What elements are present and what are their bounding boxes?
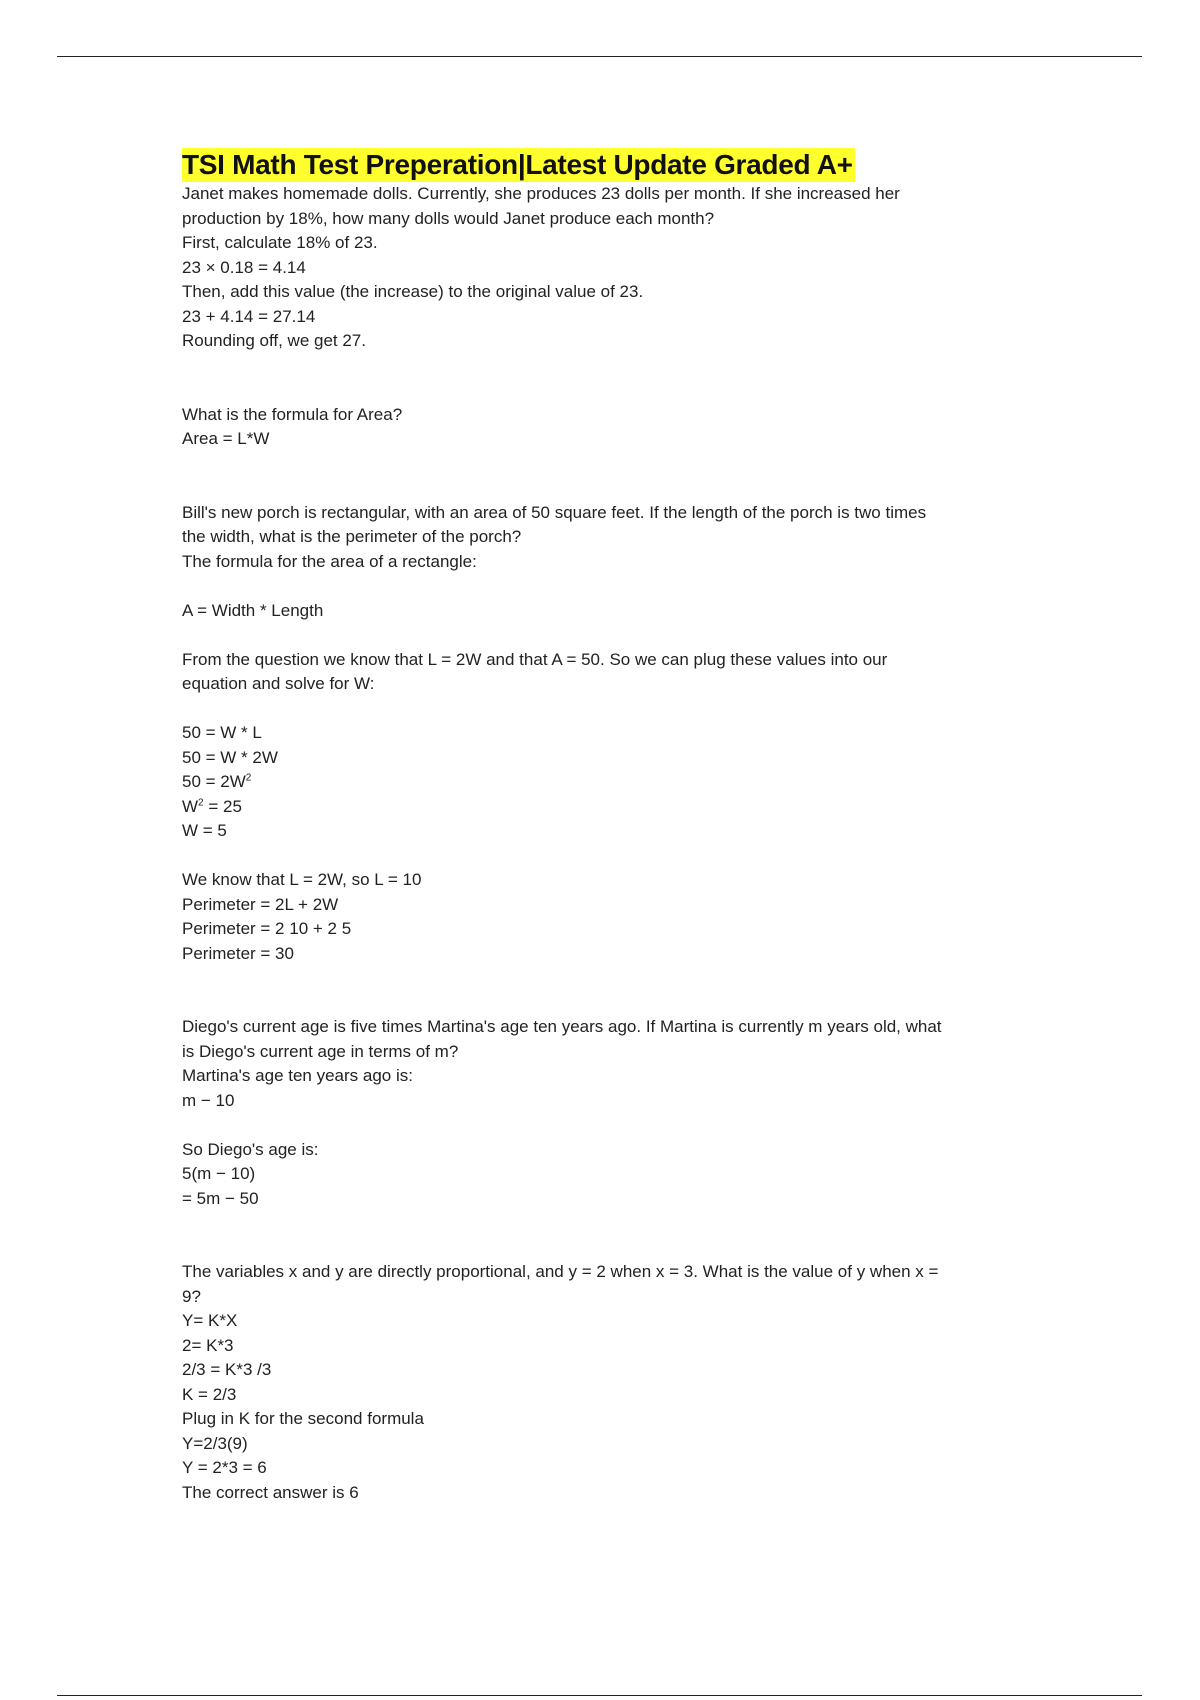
q1-solution-line: 23 + 4.14 = 27.14 [182,306,316,326]
q3-step-2: 50 = W * 2W [182,747,278,767]
q1-solution-line: Then, add this value (the increase) to the original value of 23. [182,282,644,301]
question-5-section [182,1260,1022,1505]
q4-question-line-1: Diego's current age is five times Martina's age ten years ago. If Martina is currently m years old, what [182,1017,942,1036]
spacer [182,1211,1022,1260]
spacer [182,623,1022,648]
question-1-section [182,182,1022,354]
q3-perimeter-line: We know that L = 2W, so L = 10 [182,870,422,889]
spacer [182,966,1022,1015]
q3-explain-line-2: equation and solve for W: [182,674,375,693]
q4-solution-line: So Diego's age is: [182,1139,319,1159]
q3-perimeter-line: Perimeter = 2 10 + 2 5 [182,919,352,938]
q3-question-line-1: Bill's new porch is rectangular, with an area of 50 square feet. If the length of the porch is two times [182,502,927,522]
q3-question-line-2: the width, what is the perimeter of the porch? [182,527,522,546]
q3-step-1: 50 = W * L [182,723,262,742]
q4-solution-line: m − 10 [182,1090,235,1110]
q5-solution-line: Y=2/3(9) [182,1433,248,1453]
q3-step-3 [182,770,1022,795]
q4-solution-line: 5(m − 10) [182,1164,256,1183]
question-3-section [182,501,1022,967]
q3-step-3-base: 50 = 2W [182,772,246,791]
document-title: TSI Math Test Preperation|Latest Update Graded A+ [182,149,853,180]
q2-answer: Area = L*W [182,429,270,448]
spacer [182,574,1022,599]
q1-solution-line: First, calculate 18% of 23. [182,233,378,252]
q1-solution-line: Rounding off, we get 27. [182,331,366,350]
q3-formula: A = Width * Length [182,600,324,620]
document-body [182,148,1022,1505]
q2-question: What is the formula for Area? [182,404,403,424]
q4-solution-line: = 5m − 50 [182,1188,259,1208]
q5-solution-line: 2= K*3 [182,1335,234,1355]
q1-question-line-1: Janet makes homemade dolls. Currently, she produces 23 dolls per month. If she increased her [182,184,900,203]
spacer [182,354,1022,403]
page-top-rule [57,56,1142,57]
q3-perimeter-line: Perimeter = 2L + 2W [182,894,339,914]
q3-step-4-exponent: 2 [198,796,204,808]
spacer [182,452,1022,501]
q5-solution-line: Y= K*X [182,1311,238,1330]
q3-step-4-rest: = 25 [203,796,242,816]
spacer [182,844,1022,869]
q5-solution-line: K = 2/3 [182,1384,237,1404]
q4-question-line-2: is Diego's current age in terms of m? [182,1041,459,1061]
q5-solution-line: Y = 2*3 = 6 [182,1458,267,1477]
question-4-section [182,1015,1022,1211]
q3-step-4-base: W [182,796,199,816]
q3-perimeter-line: Perimeter = 30 [182,943,294,963]
q3-step-3-exponent: 2 [245,772,252,784]
q3-explain-line-1: From the question we know that L = 2W and that A = 50. So we can plug these values into our [182,649,888,669]
q5-question-line-2: 9? [182,1286,201,1306]
q1-question-line-2: production by 18%, how many dolls would Janet produce each month? [182,208,715,228]
spacer [182,697,1022,722]
q5-solution-line: Plug in K for the second formula [182,1409,424,1428]
q5-question-line-1: The variables x and y are directly proportional, and y = 2 when x = 3. What is the value of y when x = [182,1262,939,1281]
q3-formula-intro: The formula for the area of a rectangle: [182,551,477,571]
spacer [182,1113,1022,1138]
q3-step-4 [182,795,1022,820]
page-bottom-rule [57,1695,1142,1696]
q5-solution-line: 2/3 = K*3 /3 [182,1360,272,1379]
q4-solution-line: Martina's age ten years ago is: [182,1066,413,1085]
q1-solution-line: 23 × 0.18 = 4.14 [182,257,306,277]
q3-step-5: W = 5 [182,821,227,840]
q5-final-answer: The correct answer is 6 [182,1482,359,1502]
question-2-section [182,403,1022,452]
